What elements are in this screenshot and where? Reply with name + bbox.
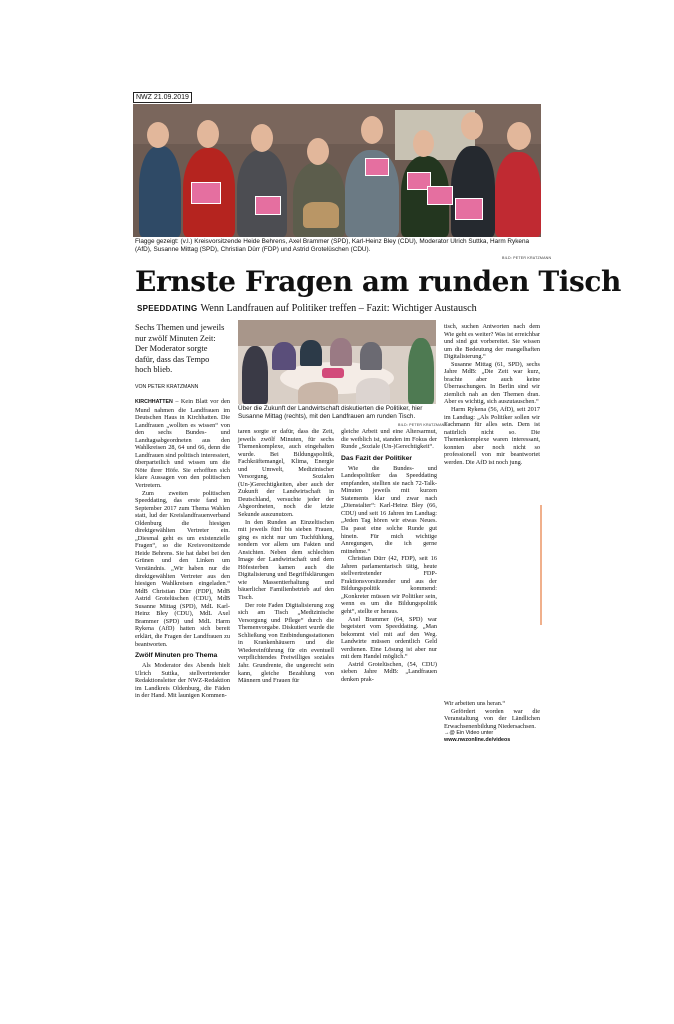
paragraph: tisch, suchen Antworten nach dem Wie geht es weiter? Was ist erreichbar und sind gut vorbereitet. Sie wissen um die Bedeutung der mangelhaften Digitalisierung.“ bbox=[444, 323, 540, 361]
article-column-2 bbox=[238, 428, 334, 685]
person-head bbox=[197, 120, 219, 148]
person-head bbox=[461, 112, 483, 140]
person-head bbox=[413, 130, 434, 157]
gift-basket bbox=[303, 202, 339, 228]
person-figure bbox=[356, 378, 390, 404]
video-label: →@ Ein Video unter bbox=[444, 730, 494, 737]
paragraph: Axel Brammer (64, SPD) war begeistert vom Speeddating. „Man bekommt viel mit auf den Weg. Landwirte müssen ordentlich Geld verdienen. Eine Lösung ist aber nur mit dem Handel möglich.“ bbox=[341, 615, 437, 661]
paragraph: Als Moderator des Abends hielt Ulrich Suttka, stellvertretender Redaktionsleiter der NWZ-Redaktion im Landkreis Oldenburg, die Fäden in der Hand. Mit launigen Kommen- bbox=[135, 662, 230, 700]
inline-photo-caption: Über die Zukunft der Landwirtschaft diskutierten die Politiker, hier Susanne Mittag (rechts), mit den Landfrauen am runden Tisch. bbox=[238, 405, 423, 420]
inline-photo bbox=[238, 320, 436, 404]
person-figure bbox=[272, 342, 296, 370]
paragraph: Der rote Faden Digitalisierung zog sich am Tisch „Medizinische Versorgung und Pflege“ durch die Themenvorgabe. Diskutiert wurde die Schließung von Entbindungsstationen in Krankenhäusern und die Wiedereinführung für ein eventuell verpflichtendes Freiwilliges soziales Jahr. Grundrente, die ungerecht sein kann, gleiche Bezahlung von Männern und Frauen für bbox=[238, 601, 334, 685]
margin-mark bbox=[540, 505, 542, 625]
paragraph: Gefördert worden war die Veranstaltung von der Ländlichen Erwachsenenbildung Niedersachsen. bbox=[444, 707, 540, 730]
pink-sign bbox=[191, 182, 221, 204]
person-head bbox=[307, 138, 329, 165]
teaser: Sechs Themen und jeweils nur zwölf Minuten Zeit: Der Moderator sorgte dafür, dass das Tempo hoch blieb. bbox=[135, 323, 225, 375]
paragraph bbox=[135, 398, 230, 490]
paragraph: Zum zweiten politischen Speeddating, das erste fand im September 2017 zum Thema Wahlen statt, lud der Kreislandfrauenverband Oldenburg die hiesigen direktgewählten Vertreter ein. „Diesmal geht es um existenzielle Fragen“, so die Kreisvorsitzende Heide Behrens. Sie hat dabei bei den Grünen und den Linken um Verständnis. „Wir haben nur die direktgewählten Vertreter aus den hiesigen Wahlkreisen eingeladen.“ MdB Christian Dürr (FDP), MdB Astrid Grotelüschen (CDU), MdB Susanne Mittag (SPD), MdL Karl-Heinz Bley (CDU), MdL Axel Brammer (SPD) und MdL Harm Rykena (AfD) hatten sich bereit erklärt, die Fragen der Landfrauen zu beantworten. bbox=[135, 489, 230, 648]
person-figure bbox=[451, 146, 495, 237]
video-url[interactable]: www.nwzonline.de/videos bbox=[444, 737, 511, 744]
pink-sign bbox=[255, 196, 281, 215]
person-head bbox=[251, 124, 273, 152]
table-decoration bbox=[322, 368, 344, 378]
paragraph: gleiche Arbeit und eine Altersarmut, die weiblich ist, standen im Fokus der Runde „Soziale (Un-)Gerechtigkeit“. bbox=[341, 428, 437, 451]
top-photo bbox=[133, 104, 541, 237]
article-column-3 bbox=[341, 428, 437, 684]
paragraph: Wie die Bundes- und Landespolitiker das Speeddating empfanden, stellten sie nach 72-Talk-Minuten jeweils mit kurzen Statements klar und zwar nach „Dienstalter“: Karl-Heinz Bley (66, CDU) und seit 16 Jahren im Landtag: „Jeden Tag hören wir etwas Neues. Da passt eine solche Runde gut hinein. Für mich wichtige Anregungen, die ich gerne mitnehme.“ bbox=[341, 464, 437, 555]
person-figure bbox=[408, 338, 434, 404]
top-photo-credit: BILD: PETER KRATZMANN bbox=[502, 256, 552, 260]
paragraph-text: – Kein Blatt vor den Mund nahmen die Landfrauen im Deutschen Haus in Kirchhatten. Die Landfrauen „wollten es wissen“ von den sechs Bundes- und Landtagsabgeordneten aus den Wahlkreisen 28, 64 und 66, denn die Landfrauen sind politisch interessiert, überparteilich und wissen um die Nöte ihrer Höfe. Sie erhofften sich klare Aussagen von den politischen Vertretern. bbox=[135, 398, 230, 490]
pink-sign bbox=[455, 198, 483, 220]
person-figure bbox=[237, 150, 287, 237]
video-hint bbox=[444, 730, 540, 744]
paragraph: Susanne Mittag (61, SPD), sechs Jahre MdB: „Die Zeit war kurz, brachte aber auch keine Überraschungen. In Berlin sind wir ziemlich nah an den Themen dran. Aber es wichtig, sich auszutauschen.“ bbox=[444, 360, 540, 406]
top-photo-caption: Flagge gezeigt: (v.l.) Kreisvorsitzende Heide Behrens, Axel Brammer (SPD), Karl-Heinz Bley (CDU), Moderator Ulrich Suttka, Harm Rykena (AfD), Susanne Mittag (SPD), Christian Dürr (FDP) und Astrid Grotelüschen (CDU). bbox=[135, 238, 530, 253]
person-figure bbox=[330, 338, 352, 366]
person-head bbox=[507, 122, 531, 150]
byline: VON PETER KRATZMANN bbox=[135, 384, 199, 390]
person-figure bbox=[242, 346, 268, 404]
paragraph: Wir arbeiten uns heran.“ bbox=[444, 700, 506, 707]
paragraph: Astrid Grotelüschen, (54, CDU) sieben Jahre MdB: „Landfrauen denken prak- bbox=[341, 660, 437, 683]
subhead: Zwölf Minuten pro Thema bbox=[135, 652, 218, 660]
person-figure bbox=[139, 146, 181, 237]
headline: Ernste Fragen am runden Tisch bbox=[135, 265, 622, 298]
subheadline-row bbox=[137, 303, 477, 314]
subheadline: Wenn Landfrauen auf Politiker treffen – Fazit: Wichtiger Austausch bbox=[200, 303, 477, 314]
article-column-4 bbox=[444, 323, 540, 466]
pink-sign bbox=[365, 158, 389, 176]
person-figure bbox=[495, 152, 541, 237]
pink-sign bbox=[427, 186, 453, 205]
person-figure bbox=[298, 382, 338, 404]
paragraph: In den Runden an Einzeltischen mit jeweils fünf bis sieben Frauen, ging es nicht nur um Tuchfühlung, sondern vor allem um Fakten und Ansichten. Neben dem schlechten Image der Landwirtschaft und dem Höfesterben kamen auch die Digitalisierung und Begriffsklärungen wie Massentierhaltung und bäuerlicher Familienbetrieb auf den Tisch. bbox=[238, 518, 334, 602]
person-head bbox=[147, 122, 169, 148]
article-column-1 bbox=[135, 398, 230, 700]
subhead: Das Fazit der Politiker bbox=[341, 454, 413, 462]
source-tag: NWZ 21.09.2019 bbox=[133, 92, 192, 103]
paragraph: Harm Rykena (56, AfD), seit 2017 im Landtag: „Als Politiker sollen wir Fachmann für alles sein. Dem ist natürlich nicht so. Die Themenkomplexe waren interessant, konnten aber noch nicht so professionell von mir beantwortet werden. Die AfD ist noch jung. bbox=[444, 406, 540, 466]
person-head bbox=[361, 116, 383, 144]
person-figure bbox=[300, 340, 322, 366]
article-tail bbox=[444, 700, 540, 744]
person-figure bbox=[360, 342, 382, 370]
inline-photo-credit: BILD: PETER KRATZMANN bbox=[398, 423, 448, 427]
dateline: KIRCHHATTEN bbox=[135, 399, 173, 405]
paragraph: Christian Dürr (42, FDP), seit 16 Jahren parlamentarisch tätig, heute stellvertretender FDP-Fraktionsvorsitzender und aus der Bildungspolitik kommend: „Konkreter müssen wir Politiker sein, wenn es um die Bildungspolitik geht“, stellte er heraus. bbox=[341, 555, 437, 616]
kicker: SPEEDDATING bbox=[137, 304, 198, 313]
paragraph: taren sorgte er dafür, dass die Zeit, jeweils zwölf Minuten, für sechs Themenkomplexe, auch eingehalten wurde. Bei Bildungspolitik, Fachkräftemangel, Klima, Energie und Umwelt, Medizinischer Versorgung, Sozialen (Un-)Gerechtigkeiten, aber auch der Zukunft der Landwirtschaft in Deutschland, versuchte jeder der Abgeordneten, noch die letzte Sekunde auszunutzen. bbox=[238, 428, 334, 519]
